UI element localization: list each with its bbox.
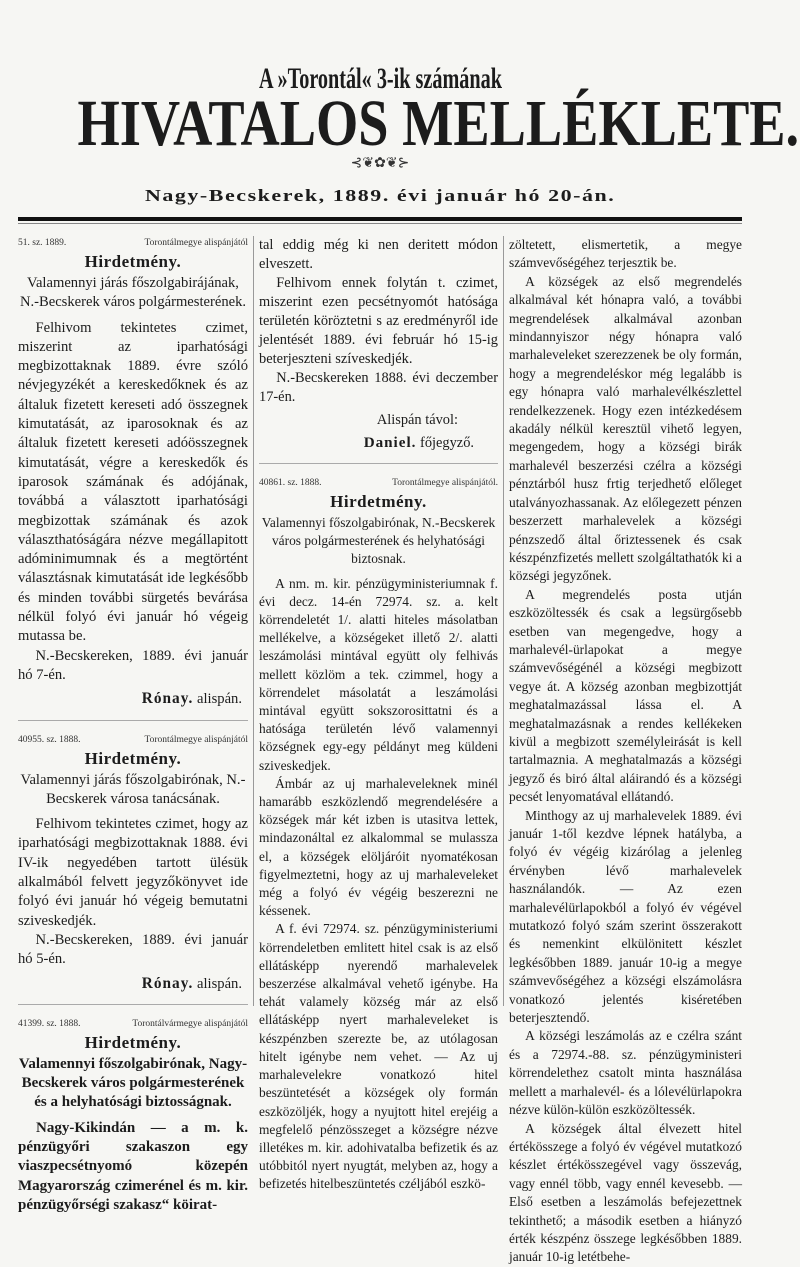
column-divider: [253, 236, 254, 1006]
notice-paragraph: A községek által élvezett hitel értékösszege a folyó év végével mutatkozó készlet értékösszegével vagy összevág, vagy ennél több, vagy ennél kevesebb. — Első esetben a leszámolás befejezettnek tekinthető; a második esetben a hiányzó érték készpénz összege legkésőbben 1889. január 10-ig letétbehe-: [509, 1120, 742, 1265]
notice-paragraph: Felhivom tekintetes czimet, hogy az iparhatósági megbizottaknak 1888. évi IV-ik negyedében tartott ülésük alkalmából felvett jegyzőkönyvet ide folyó évi január hó végeig bemutatni sziveskedjék.: [18, 816, 248, 929]
notice-place-date: N.-Becskereken, 1889. évi január hó 5-én.: [18, 931, 248, 968]
notice-place-date: N.-Becskereken, 1889. évi január hó 7-én.: [18, 647, 248, 683]
notice-40861: [259, 476, 498, 1194]
notice-heading: Hirdetmény.: [84, 1032, 182, 1052]
notice-paragraph: A községi leszámolás az e czélra szánt és a 72974.-88. sz. pénzügyministeri körrendelethez csatolt minta használása mellett a marhalevél- és a lólevélürlapokra nézve külön-külön eszközöltessék.: [509, 1028, 742, 1118]
header-rule: [18, 217, 742, 221]
column-2: [259, 236, 498, 1194]
title-text: HIVATALOS MELLÉKLETE.: [77, 87, 800, 160]
notice-paragraph: Ámbár az uj marhaleveleknek minél hamarább eszközlendő megrendelésére a községek már két izben is utasitva lettek, mindazonáltal ez alkalommal se mulassza el, a községek elöljáróit nyomatékosan figyelmeztetni, hogy az uj marhaleveleket még a folyó év végéig beszerezni ne késsenek.: [259, 775, 498, 919]
notice-41399: [18, 1017, 248, 1215]
notice-heading: Hirdetmény.: [84, 748, 182, 768]
header-rule-thin: [18, 223, 742, 224]
signature-name: Rónay.: [141, 690, 194, 708]
notice-paragraph: zöltetett, elismertetik, a megye számvevőségéhez terjesztik be.: [509, 237, 742, 271]
notice-ref: 40955. sz. 1888.: [18, 734, 81, 745]
notice-paragraph: Felhivom ennek folytán t. czimet, miszerint ezen pecsétnyomót hatósága területén köröztetni s az eredményről ide jelentését 1889. évi február hó 15-ig beterjeszteni szíveskedjék.: [259, 275, 498, 367]
notice-paragraph: A f. évi 72974. sz. pénzügyministeriumi körrendeletben emlitett hitel csak is az első ellátásképp nyerendő marhalevelek beszerzése alkalmával vehető igénybe. Ha tehát valamely község már az első ellátásképp nyert marhaleveleket is készpénzben szerezte be, az utólagosan hitelt igénybe nem vehet. — Az uj marhalevelekre vonatkozó hitel beszüntetését a községek oly formán eszközöljék, hogy a nyujtott hitel erejéig a megfelelő pénzösszeget a községre nézve illetékes m. kir. adohivatalba befizetik és az utóbbitól nyert nyugtát, melyben az, hogy a befizetés hitelbeszüntetés czéljából eszkö-: [259, 921, 498, 1192]
notice-heading: Hirdetmény.: [330, 492, 427, 511]
notice-40955: [18, 733, 248, 994]
notice-ref: 40861. sz. 1888.: [259, 478, 322, 488]
signature-prefix: Alispán távol:: [376, 412, 458, 428]
notice-place-date: N.-Becskereken 1888. évi deczember 17-én.: [259, 370, 498, 405]
notice-header: [259, 476, 498, 490]
notice-heading: Hirdetmény.: [84, 252, 182, 271]
ornament-glyph: ⊰❦✿❦⊱: [350, 156, 410, 171]
notice-paragraph: tal eddig még ki nen deritett módon elveszett.: [259, 237, 498, 272]
signature-title: alispán.: [197, 691, 242, 708]
notice-source: Torontálvármegye alispánjától: [132, 1018, 248, 1029]
notice-header: [18, 1017, 248, 1031]
notice-41399-continued: [259, 236, 498, 453]
column-divider: [503, 236, 504, 1006]
notice-address: Valamennyi járás főszolgabirónak, N.-Becskerek városa tanácsának.: [20, 771, 246, 807]
signature: [259, 434, 474, 453]
column-1: [18, 236, 248, 1215]
notice-paragraph: Nagy-Kikindán — a m. k. pénzügyőri szakaszon egy viaszpecsétnyomó közepén Magyarország czimerénel és m. kir. pénzügyőrségi szakasz“ köirat-: [18, 1119, 248, 1213]
notice-address: Valamennyi főszolgabirónak, N.-Becskerek város polgármesterének és helyhatósági biztosnak.: [261, 515, 496, 567]
notice-header: [18, 236, 248, 250]
notice-ref: 51. sz. 1889.: [18, 238, 67, 248]
notice-source: Torontálmegye alispánjától: [144, 238, 248, 248]
signature-name: Daniel.: [363, 435, 417, 451]
signature: [18, 689, 242, 709]
notice-separator: [18, 720, 248, 721]
ornament-icon: [0, 155, 760, 172]
dateline-text: Nagy-Becskerek, 1889. évi január hó 20-án.: [144, 186, 616, 205]
notice-source: Torontálmegye alispánjától: [144, 734, 248, 745]
notice-separator: [18, 1004, 248, 1005]
signature: [18, 974, 242, 994]
signature-name: Rónay.: [141, 974, 194, 992]
signature-title: főjegyző.: [420, 435, 474, 451]
dateline: [0, 186, 760, 206]
notice-address: Valamennyi járás főszolgabirájának, N.-Becskerek város polgármesterének.: [19, 275, 247, 311]
signature-title: alispán.: [197, 975, 242, 992]
notice-ref: 41399. sz. 1888.: [18, 1018, 81, 1029]
notice-paragraph: A megrendelés posta utján eszközöltessék és csak a legsürgősebb esetben van megengedve, hogy a marhalevél-ürlapokat a megye számvevőségénél a községi megbizott vegye át. A község azonban megbizottját meghatalmazással lássa el. A meghatalmazásnak a rendes kellékeken kivül a megbizott személyleirását is kell tartalmaznia. A meghatalmazás a községi jegyző és biró által aláirandó és a községi pecsét lenyomatával ellátandó.: [509, 586, 742, 805]
notice-51: [18, 236, 248, 710]
page-title: [0, 86, 800, 162]
notice-paragraph: Felhivom tekintetes czimet, miszerint az iparhatósági megbizottaknak 1889. évre szóló névjegyzékét a kereskedőknek és az általuk fizetett kereseti adó összegnek kimutatását, az iparosoknak és az általuk fizetett kereseti adóösszegnek kimutatását, végre a kereskedők és iparosok számának és adójának, továbbá a választott iparhatósági megbizottak számának és azok választhatóságára nézve megállapitott adóminimumnak és a megtörtént választásnak kimutatását ide legkésőbb és minden további sürgetés bevárása nélkül folyó évi január hó végeig mutassa be.: [18, 319, 248, 645]
notice-header: [18, 733, 248, 747]
notice-address: Valamennyi főszolgabirónak, Nagy-Becskerek város polgármesterének és a helyhatósági biztosságnak.: [18, 1055, 248, 1111]
notice-paragraph: A nm. m. kir. pénzügyministeriumnak f. évi decz. 14-én 72974. sz. a. kelt körrendeletét 1/. alatti hiteles másolatban mellékelve, a községeket illető 2/. alatti leszámolási mintával együtt oly felhivás mellett közlöm a tek. czimmel, hogy a körrendelet másolatát a leszámolási mintával együtt sokszorosittatni és a hatósága területén lévő valamennyi községnek egy-egy példányt meg küldeni sziveskedjek.: [259, 575, 498, 773]
subtitle-text: A »Torontál« 3-ik számának: [258, 62, 502, 95]
notice-paragraph: Minthogy az uj marhalevelek 1889. évi január 1-től kezdve lépnek hatályba, a folyó év végéig kizárólag a jelenleg érvényben lévő marhalevelek használandók. — Az ezen marhalevélürlapokból a folyó év végével mutatkozó folyó szám szerint összerakott és nemenkint elkülönitett készlet legkésőbben 1889. január 10-ig a megye számvevőségéhez a községi elszámolásra vonatkozó jelentés kiséretében beterjesztendő.: [509, 807, 742, 1026]
column-3: [509, 236, 742, 1267]
notice-paragraph: A községek az első megrendelés alkalmával két hónapra való, a további megrendelések alkalmával azonban mindannyiszor négy hónapra való marhaleveleket szerezzenek be oly formán, hogy a megrendeléskor még legalább is egy hónapra való marhalevélkészlettel rendelkezzenek. Hogy ezen intézkedésem akadály nélkül keresztül vihető legyen, megengedem, hogy a községi birák marhalevél beszerzési czélra a községi pénztárból husz frtig terjedhető előleget utalványozhassanak. Az előlegezett pénzen beszerzett marhalevelek a községi pénzszedő által őriztessenek és csak készpénzfizetés mellett szolgáltathatók ki a községi jegyzőnek.: [509, 273, 742, 584]
notice-source: Torontálmegye alispánjától.: [392, 478, 498, 488]
notice-separator: [259, 463, 498, 464]
